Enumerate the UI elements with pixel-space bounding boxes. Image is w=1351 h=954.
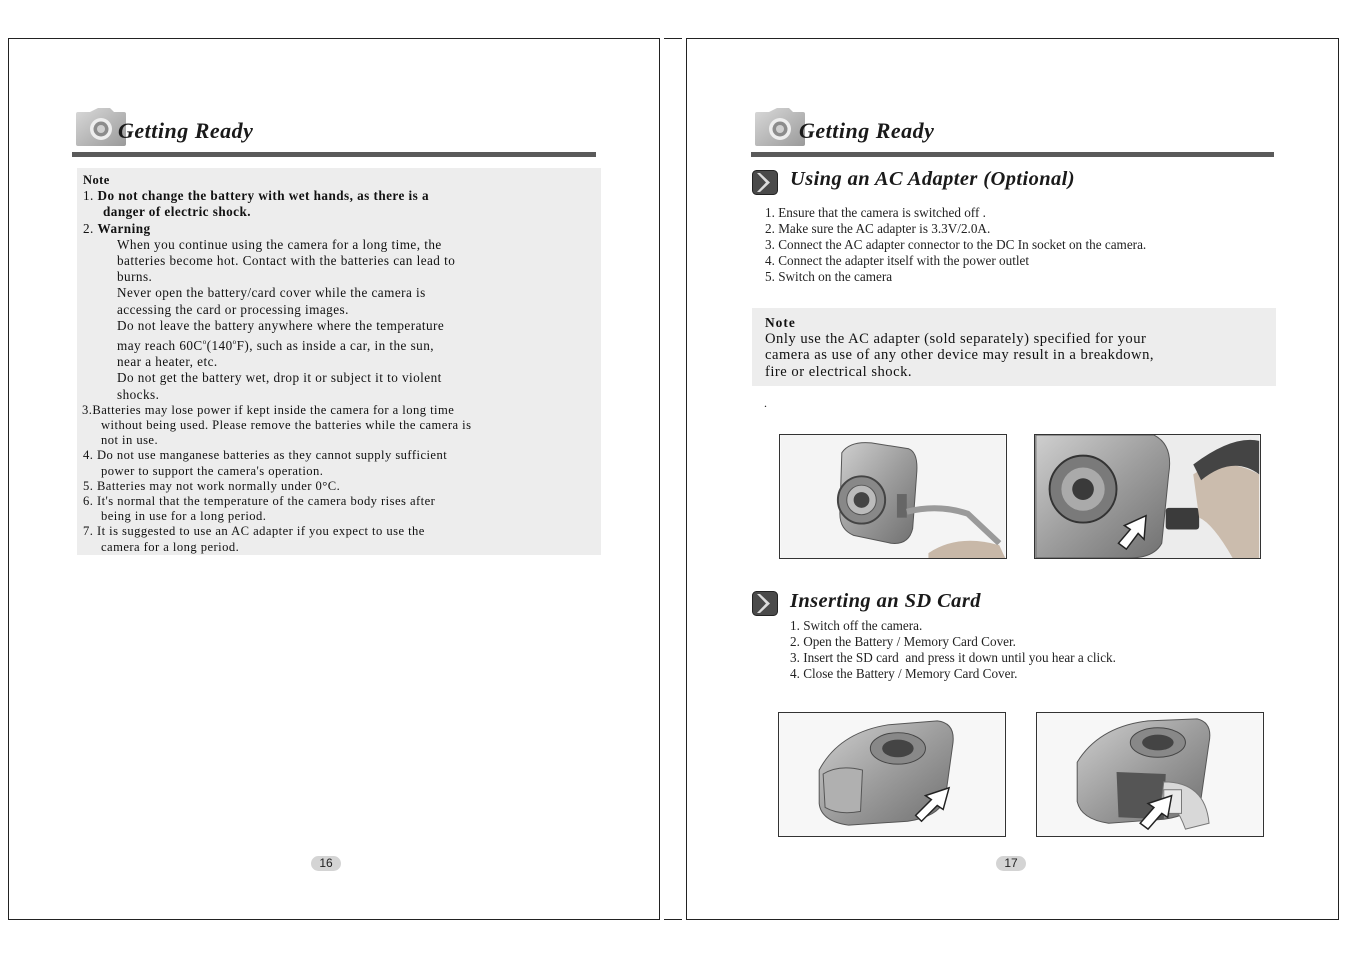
warning-line: batteries become hot. Contact with the batteries can lead to (117, 253, 456, 269)
sd-step: 1. Switch off the camera. (790, 618, 923, 633)
sd-card-photo-1 (778, 712, 1006, 837)
header-rule (751, 152, 1274, 157)
camera-photo (780, 435, 1006, 558)
ac-step: 5. Switch on the camera (765, 268, 893, 284)
sd-step: 3. Insert the SD card and press it down until you hear a click. (790, 649, 1116, 665)
ac-step: 1. Ensure that the camera is switched off . (765, 205, 986, 220)
note-item-5: 5. Batteries may not work normally under 0°C. (83, 478, 341, 493)
warning-line: accessing the card or processing images. (117, 301, 349, 317)
note-item-1: 1. Do not change the battery with wet hands, as there is a (83, 188, 430, 204)
note-item-4: 4. Do not use manganese batteries as they cannot supply sufficient (83, 448, 448, 463)
note-item-7: 7. It is suggested to use an AC adapter if you expect to use the (83, 524, 425, 539)
note-item-6-cont: being in use for a long period. (101, 509, 267, 524)
gutter-bottom-line (664, 919, 682, 920)
note-item-1-cont: danger of electric shock. (103, 204, 251, 220)
ac-adapter-steps (765, 205, 1146, 285)
camera-photo (779, 713, 1005, 836)
ac-adapter-photo-1 (779, 434, 1007, 559)
note-label: Note (765, 315, 796, 330)
ac-adapter-photo-2 (1034, 434, 1261, 559)
camera-photo (1035, 435, 1260, 558)
header-rule (72, 152, 596, 157)
ac-adapter-section-title: Using an AC Adapter (Optional) (790, 168, 1075, 190)
ac-adapter-note-box (752, 308, 1276, 386)
warning-temperature-line: may reach $60C^o(140^oF)$, such as inside a car, in the sun, (117, 338, 434, 354)
page-number-badge: 17 (996, 856, 1026, 871)
note-item-3-cont: not in use. (101, 433, 159, 448)
note-item-7-cont: camera for a long period. (101, 539, 240, 554)
sd-card-photo-2 (1036, 712, 1264, 837)
ac-step: 3. Connect the AC adapter connector to the DC In socket on the camera. (765, 236, 1147, 252)
sd-step: 4. Close the Battery / Memory Card Cover. (790, 665, 1018, 681)
note-item-3-cont: without being used. Please remove the batteries while the camera is (101, 418, 472, 433)
camera-photo (1037, 713, 1263, 836)
ac-step: 2. Make sure the AC adapter is 3.3V/2.0A. (765, 220, 991, 236)
chevron-right-icon (752, 170, 778, 195)
page-number-badge: 16 (311, 856, 341, 871)
warning-line: shocks. (117, 386, 160, 402)
ac-step: 4. Connect the adapter itself with the power outlet (765, 252, 1030, 268)
sd-step: 2. Open the Battery / Memory Card Cover. (790, 633, 1016, 649)
note-item-4-cont: power to support the camera's operation. (101, 463, 324, 478)
gutter-top-line (664, 38, 682, 39)
note-item-6: 6. It's normal that the temperature of the camera body rises after (83, 494, 436, 509)
note-item-3: 3.Batteries may lose power if kept inside the camera for a long time (82, 402, 455, 417)
note-line: fire or electrical shock. (765, 363, 913, 380)
note-label: Note (83, 173, 110, 187)
warning-line: Do not get the battery wet, drop it or subject it to violent (117, 370, 442, 386)
battery-note-box (77, 168, 601, 555)
page-title: Getting Ready (799, 118, 935, 143)
chevron-right-icon (752, 591, 778, 616)
page-title: Getting Ready (118, 118, 254, 143)
warning-line: When you continue using the camera for a long time, the (117, 236, 442, 252)
warning-line: near a heater, etc. (117, 354, 218, 370)
sd-card-steps (790, 618, 1116, 682)
stray-dot: . (764, 396, 767, 410)
sd-card-section-title: Inserting an SD Card (790, 590, 981, 612)
note-item-2: 2. Warning (83, 220, 151, 236)
warning-line: burns. (117, 269, 153, 285)
warning-line: Never open the battery/card cover while the camera is (117, 285, 426, 301)
note-line: Only use the AC adapter (sold separately) specified for your (765, 331, 1147, 348)
camera-icon (755, 108, 805, 146)
warning-line: Do not leave the battery anywhere where the temperature (117, 317, 445, 333)
note-line: camera as use of any other device may result in a breakdown, (765, 347, 1155, 364)
